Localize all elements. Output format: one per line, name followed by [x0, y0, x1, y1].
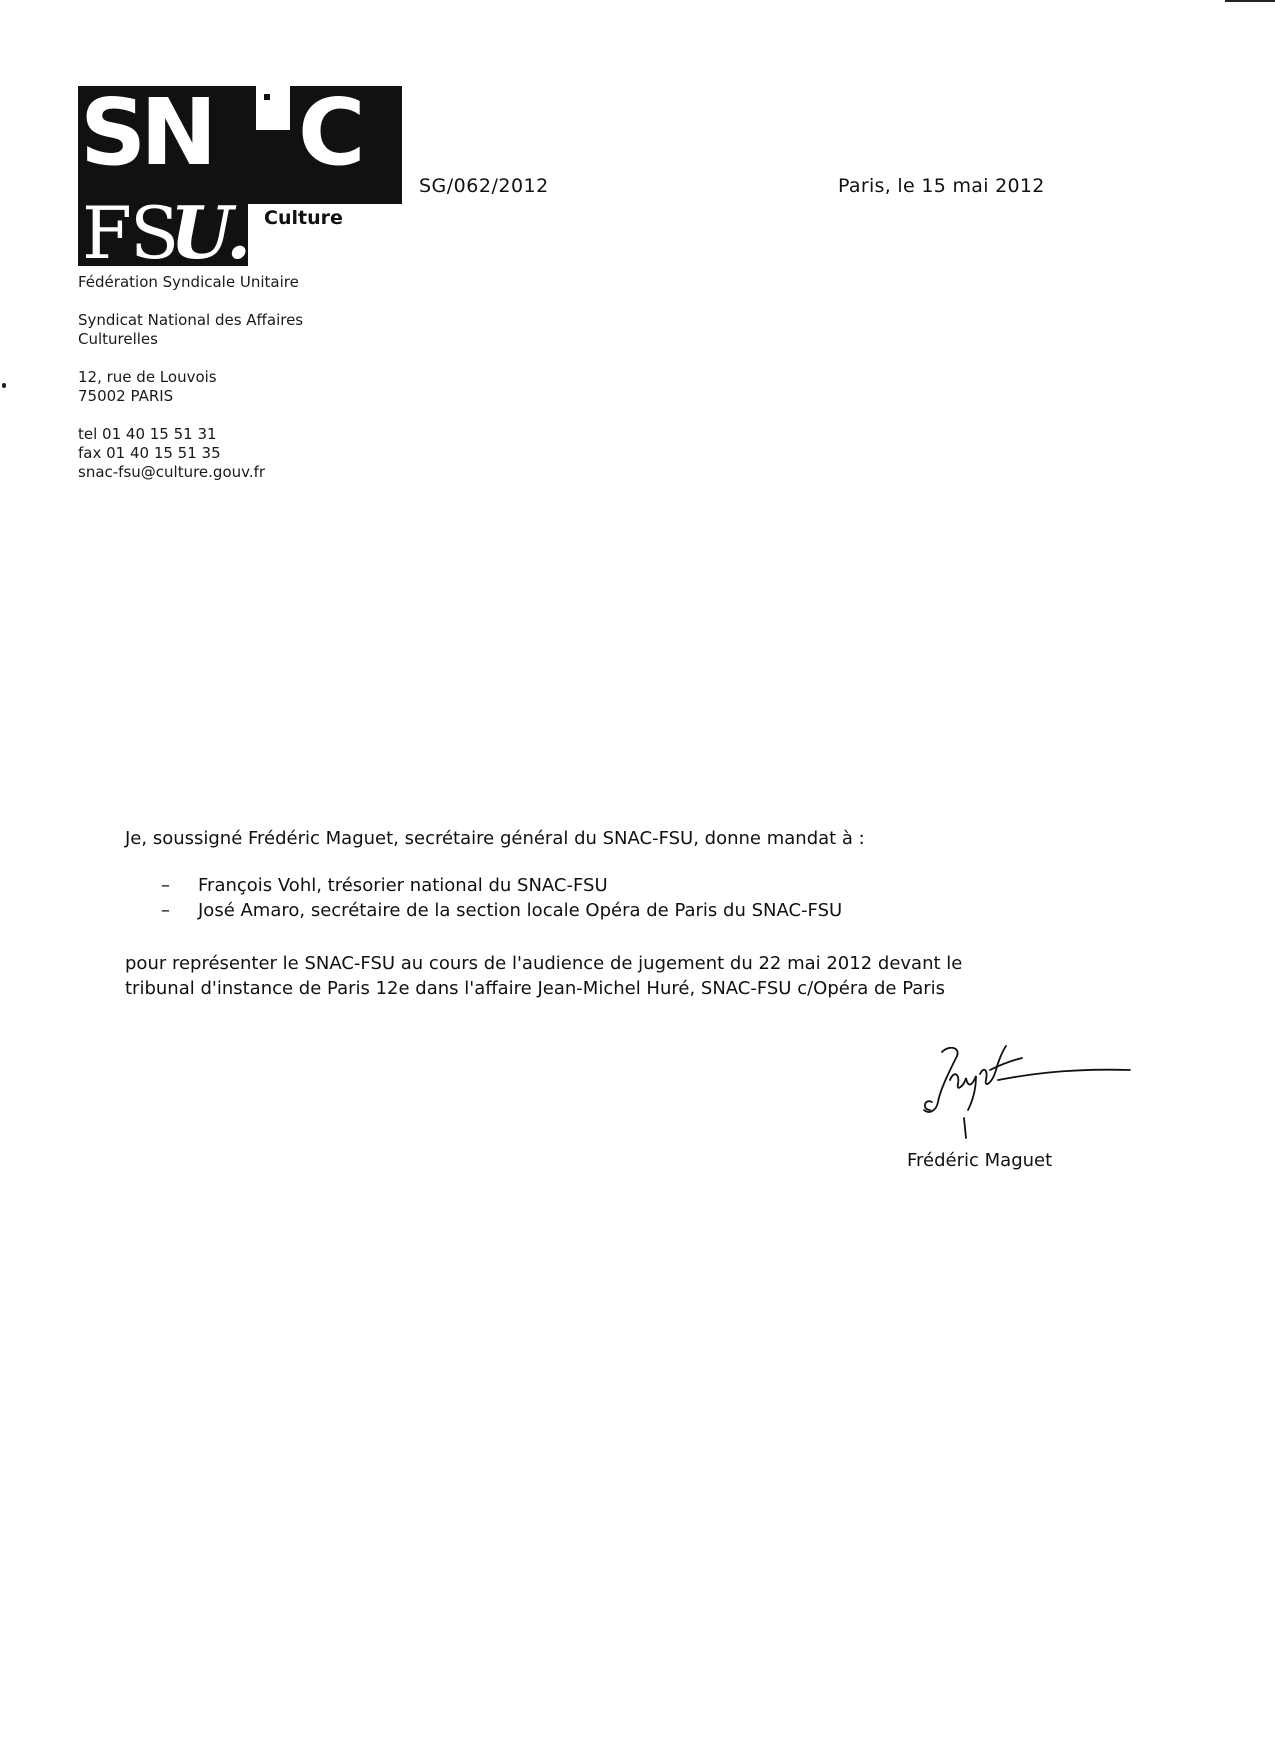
svg-text:SN: SN [80, 86, 212, 186]
mandate-person: José Amaro, secrétaire de la section locale Opéra de Paris du SNAC-FSU [198, 900, 843, 921]
list-item [161, 873, 1125, 898]
mandate-person: François Vohl, trésorier national du SNAC-FSU [198, 875, 608, 896]
scan-edge-mark [1225, 0, 1275, 2]
signatory-name: Frédéric Maguet [907, 1150, 1053, 1171]
mandate-list [161, 873, 1125, 923]
email-address: snac-fsu@culture.gouv.fr [78, 463, 266, 481]
syndicate-name-line2: Culturelles [78, 330, 158, 348]
svg-text:C: C [298, 86, 366, 186]
address-city: 75002 PARIS [78, 387, 174, 405]
letter-body [125, 826, 1125, 1001]
list-dash: – [161, 875, 170, 896]
letter-date: Paris, le 15 mai 2012 [838, 175, 1045, 197]
address-street: 12, rue de Louvois [78, 368, 217, 386]
mandate-intro: Je, soussigné Frédéric Maguet, secrétaire général du SNAC-FSU, donne mandat à : [125, 828, 865, 849]
document-reference: SG/062/2012 [419, 175, 549, 197]
snac-fsu-logo [78, 86, 402, 266]
handwritten-signature [910, 1040, 1145, 1140]
mandate-purpose-line1: pour représenter le SNAC-FSU au cours de l'audience de jugement du 22 mai 2012 devant le [125, 953, 963, 974]
federation-name: Fédération Syndicale Unitaire [78, 273, 299, 291]
sender-address-block [78, 273, 303, 482]
list-dash: – [161, 900, 170, 921]
list-item [161, 898, 1125, 923]
syndicate-name-line1: Syndicat National des Affaires [78, 311, 304, 329]
fax-number: fax 01 40 15 51 35 [78, 444, 221, 462]
svg-text:U.: U. [170, 190, 252, 266]
svg-text:Culture: Culture [264, 207, 343, 229]
mandate-purpose-line2: tribunal d'instance de Paris 12e dans l'affaire Jean-Michel Huré, SNAC-FSU c/Opéra de Paris [125, 978, 946, 999]
scan-dot [2, 383, 6, 388]
svg-text:FS: FS [82, 191, 178, 266]
phone-number: tel 01 40 15 51 31 [78, 425, 217, 443]
